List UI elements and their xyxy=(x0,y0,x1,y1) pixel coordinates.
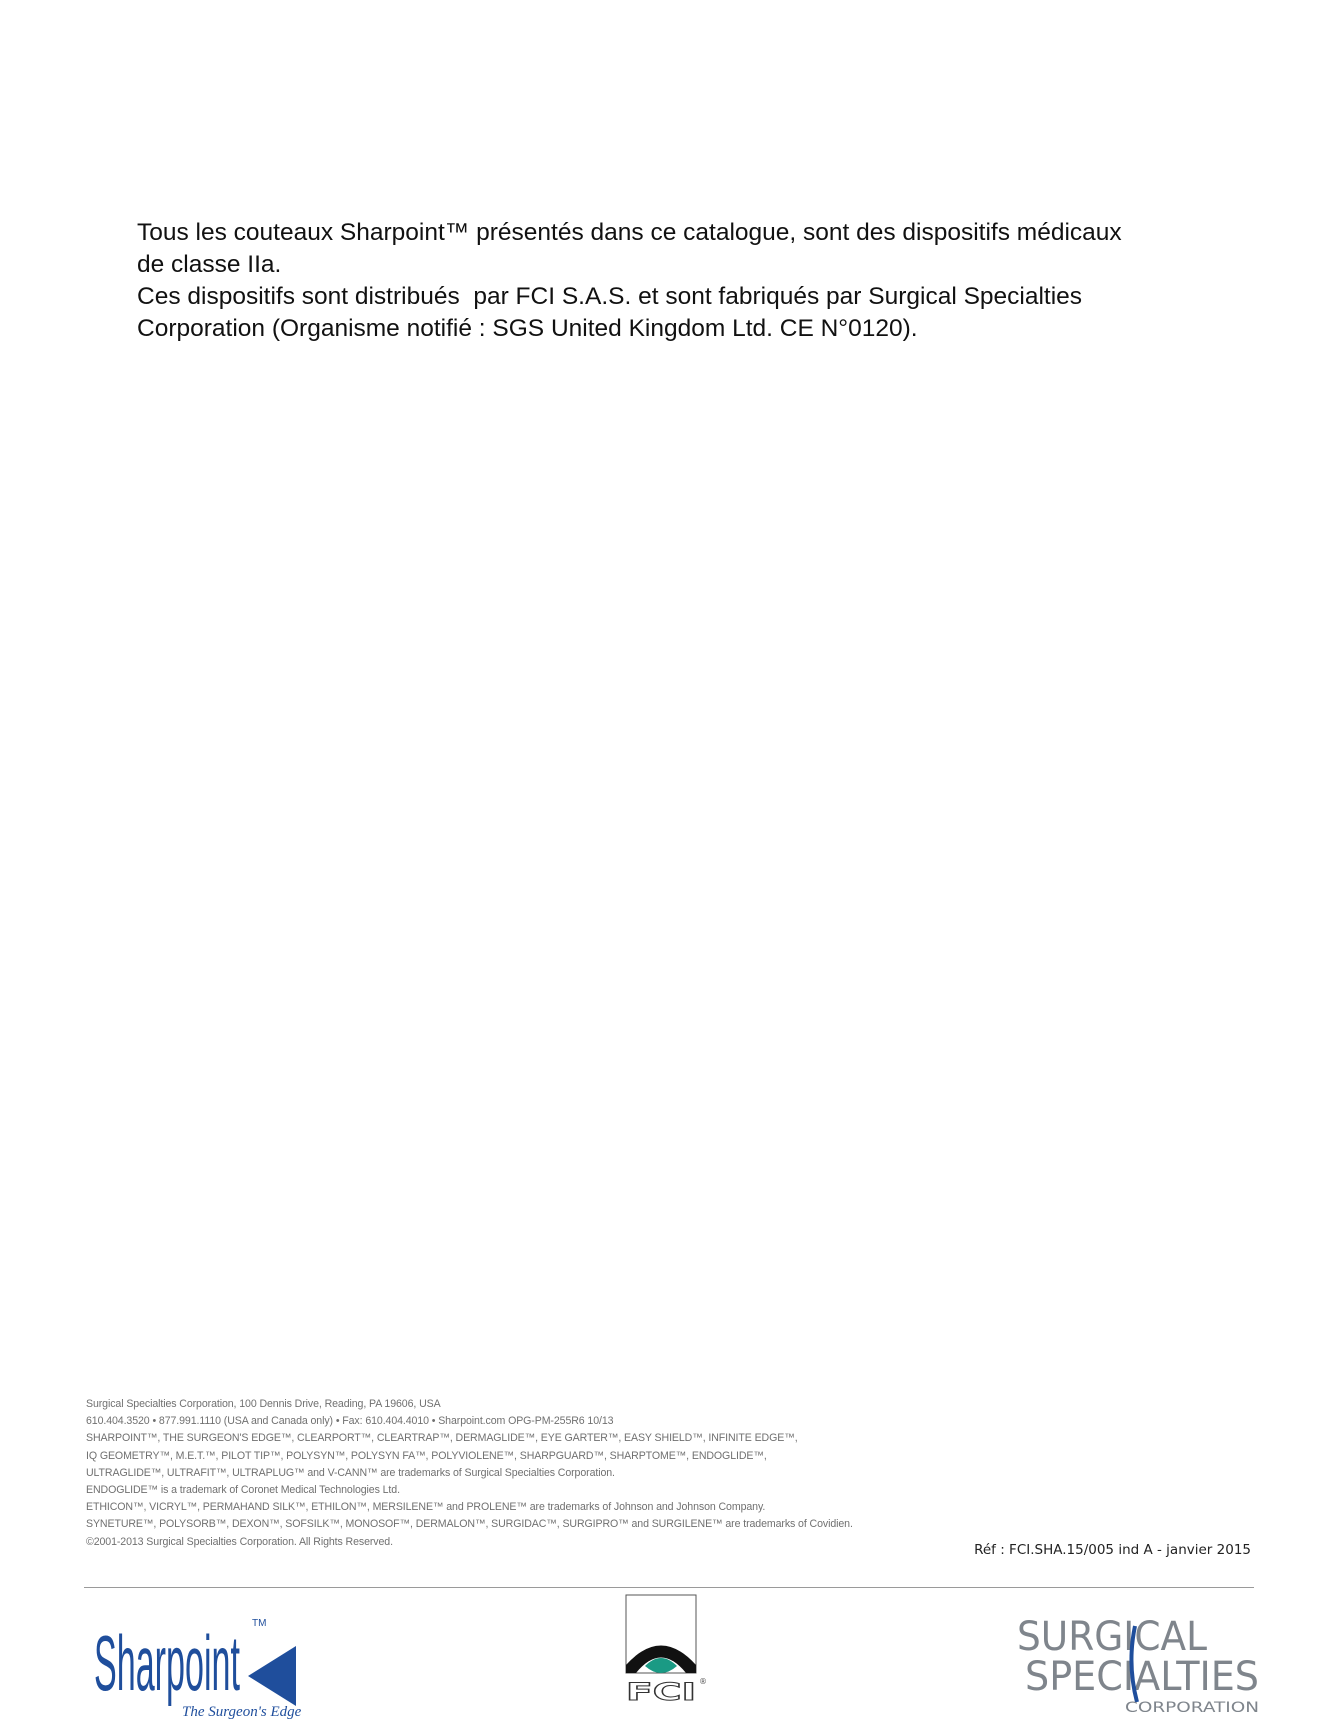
legal-trademarks-1: SHARPOINT™, THE SURGEON'S EDGE™, CLEARPORT™, CLEARTRAP™, DERMAGLIDE™, EYE GARTER™, EASY SHIELD™, INFINITE EDGE™, xyxy=(86,1432,798,1445)
intro-line-1: Tous les couteaux Sharpoint™ présentés dans ce catalogue, sont des dispositifs médicaux xyxy=(137,219,1122,246)
sharpoint-tagline: The Surgeon's Edge xyxy=(182,1704,302,1720)
intro-text xyxy=(137,217,1237,345)
legal-address: Surgical Specialties Corporation, 100 Dennis Drive, Reading, PA 19606, USA xyxy=(86,1398,441,1410)
fci-logo xyxy=(623,1594,715,1706)
legal-trademarks-2: IQ GEOMETRY™, M.E.T.™, PILOT TIP™, POLYSYN™, POLYSYN FA™, POLYVIOLENE™, SHARPGUARD™, SHARPTOME™, ENDOGLIDE™, xyxy=(86,1449,767,1462)
document-reference: Réf : FCI.SHA.15/005 ind A - janvier 2015 xyxy=(974,1542,1251,1558)
legal-trademarks-5: ETHICON™, VICRYL™, PERMAHAND SILK™, ETHILON™, MERSILENE™ and PROLENE™ are trademarks of Johnson and Johnson Company. xyxy=(86,1501,766,1514)
footer-divider xyxy=(84,1587,1254,1588)
sharpoint-arrow-icon xyxy=(248,1646,296,1706)
legal-trademarks-4: ENDOGLIDE™ is a trademark of Coronet Medical Technologies Ltd. xyxy=(86,1484,400,1497)
ssc-line-1: SURGICAL xyxy=(1017,1614,1208,1660)
legal-trademarks-6: SYNETURE™, POLYSORB™, DEXON™, SOFSILK™, MONOSOF™, DERMALON™, SURGIDAC™, SURGIPRO™ and SURGILENE™ are trademarks of Covidien. xyxy=(86,1518,853,1531)
sharpoint-logo xyxy=(92,1602,312,1720)
sharpoint-wordmark: Sharpoint xyxy=(94,1619,241,1707)
legal-copyright: ©2001-2013 Surgical Specialties Corporation. All Rights Reserved. xyxy=(86,1535,393,1548)
ssc-line-3: CORPORATION xyxy=(1125,1700,1259,1716)
intro-line-3: Ces dispositifs sont distribués par FCI S.A.S. et sont fabriqués par Surgical Specialties xyxy=(137,283,1083,310)
legal-contact: 610.404.3520 • 877.991.1110 (USA and Canada only) • Fax: 610.404.4010 • Sharpoint.com OPG-PM-255R6 10/13 xyxy=(86,1415,614,1428)
ssc-line-2: SPECIALTIES xyxy=(1025,1654,1259,1700)
fci-wordmark: FCI xyxy=(626,1678,696,1706)
fci-registered-mark: ® xyxy=(699,1677,707,1686)
surgical-specialties-logo xyxy=(1017,1608,1267,1716)
intro-line-2: de classe IIa. xyxy=(137,251,282,278)
legal-trademarks-3: ULTRAGLIDE™, ULTRAFIT™, ULTRAPLUG™ and V-CANN™ are trademarks of Surgical Specialties Corporation. xyxy=(86,1466,615,1479)
legal-notice xyxy=(86,1396,986,1551)
intro-line-4: Corporation (Organisme notifié : SGS United Kingdom Ltd. CE N°0120). xyxy=(137,315,918,342)
sharpoint-tm: TM xyxy=(252,1618,267,1629)
